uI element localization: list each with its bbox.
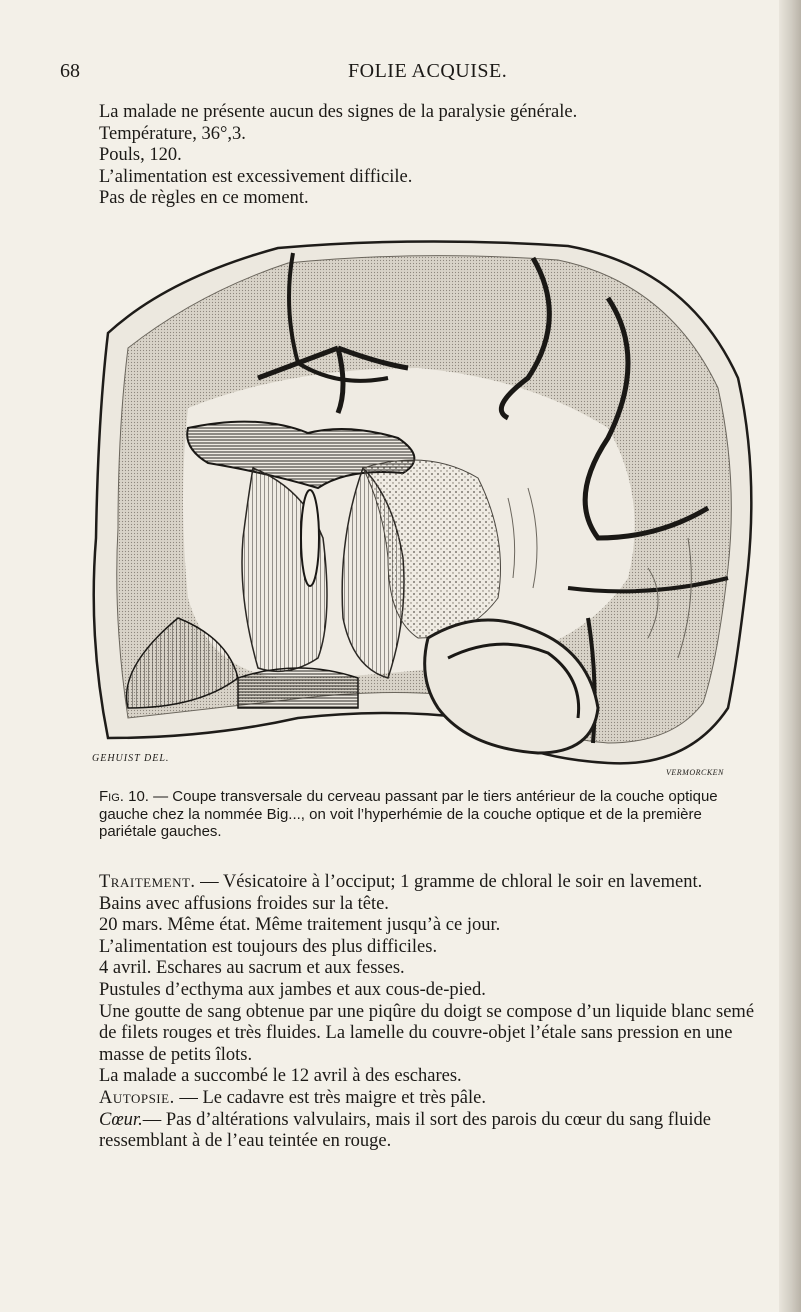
running-title: FOLIE ACQUISE. [348,60,508,82]
page-number: 68 [60,60,80,82]
intro-line: La malade ne présente aucun des signes de la paralysie générale. [99,102,578,122]
figure-label: Fig. 10. [99,788,149,805]
engraver-signature: VERMORCKEN [666,768,724,777]
intro-line: L’alimentation est excessivement difficile. [99,166,413,187]
figure-caption-text: — Coupe transversale du cerveau passant par le tiers antérieur de la couche optique gauche chez la nommée Big..., on voit l’hyperhémie de la couche optique et de la première pariétale gauches. [99,788,718,840]
heart-line [99,1110,771,1153]
heart-label: Cœur. [99,1109,143,1130]
brain-section-illustration [88,238,758,778]
autopsy-text: — Le cadavre est très maigre et très pâle. [174,1087,486,1108]
body-line: 4 avril. Eschares au sacrum et aux fesses. [99,958,405,979]
body-line: 20 mars. Même état. Même traitement jusqu’à ce jour. [99,915,501,936]
treatment-line [99,872,771,894]
intro-line: Température, 36°,3. [99,123,246,144]
autopsy-label: Autopsie. [99,1087,175,1108]
intro-line: Pas de règles en ce moment. [99,188,309,209]
page-header [0,60,801,86]
treatment-text: — Vésicatoire à l’occiput; 1 gramme de chloral le soir en lavement. [195,872,703,892]
figure-caption [99,788,759,841]
death-line: La malade a succombé le 12 avril à des eschares. [99,1066,462,1087]
treatment-label: Traitement. [99,872,196,892]
body-line: Pustules d’ecthyma aux jambes et aux cous-de-pied. [99,979,486,1000]
illustrator-signature: GEHUIST DEL. [92,753,170,764]
body-line: Bains avec affusions froides sur la tête. [99,893,389,914]
body-text [99,872,771,1153]
body-line: L’alimentation est toujours des plus difficiles. [99,936,438,957]
heart-text: — Pas d’altérations valvulairs, mais il sort des parois du cœur du sang fluide ressemblant à de l’eau teintée en rouge. [99,1109,711,1152]
intro-text [99,102,771,210]
intro-line: Pouls, 120. [99,145,182,166]
autopsy-line [99,1088,771,1110]
blood-paragraph: Une goutte de sang obtenue par une piqûre du doigt se compose d’un liquide blanc semé de filets rouges et très fluides. La lamelle du couvre-objet l’étale sans pression en une masse de petits îlots. [99,1001,755,1065]
page-edge [779,0,801,1312]
